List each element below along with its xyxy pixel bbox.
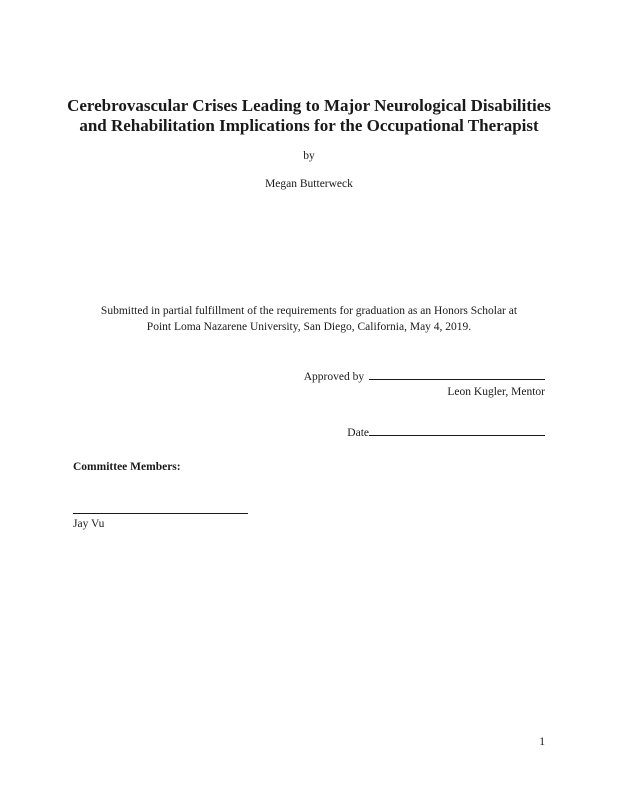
- by-label: by: [303, 150, 315, 162]
- committee-heading: Committee Members:: [73, 461, 181, 473]
- approved-by-label: Approved by: [303, 371, 365, 383]
- submission-statement: [40, 303, 578, 335]
- approved-by-row: [304, 368, 545, 385]
- mentor-name: Leon Kugler, Mentor: [447, 386, 545, 398]
- title-line-2: and Rehabilitation Implications for the Occupational Therapist: [79, 116, 539, 135]
- committee-member: Jay Vu: [73, 518, 105, 530]
- approval-signature-line: [369, 368, 545, 380]
- date-label: Date: [347, 427, 369, 439]
- author-name: Megan Butterweck: [265, 178, 353, 190]
- page-number: 1: [539, 736, 545, 748]
- submission-line-1: Submitted in partial fulfillment of the requirements for graduation as an Honors Scholar at: [100, 305, 518, 317]
- title-line-1: Cerebrovascular Crises Leading to Major Neurological Disabilities: [67, 96, 551, 115]
- committee-signature-line: [73, 513, 248, 514]
- date-signature-line: [369, 424, 545, 436]
- submission-line-2: Point Loma Nazarene University, San Diego, California, May 4, 2019.: [146, 321, 472, 333]
- date-row: [347, 424, 545, 441]
- document-title: [40, 96, 578, 136]
